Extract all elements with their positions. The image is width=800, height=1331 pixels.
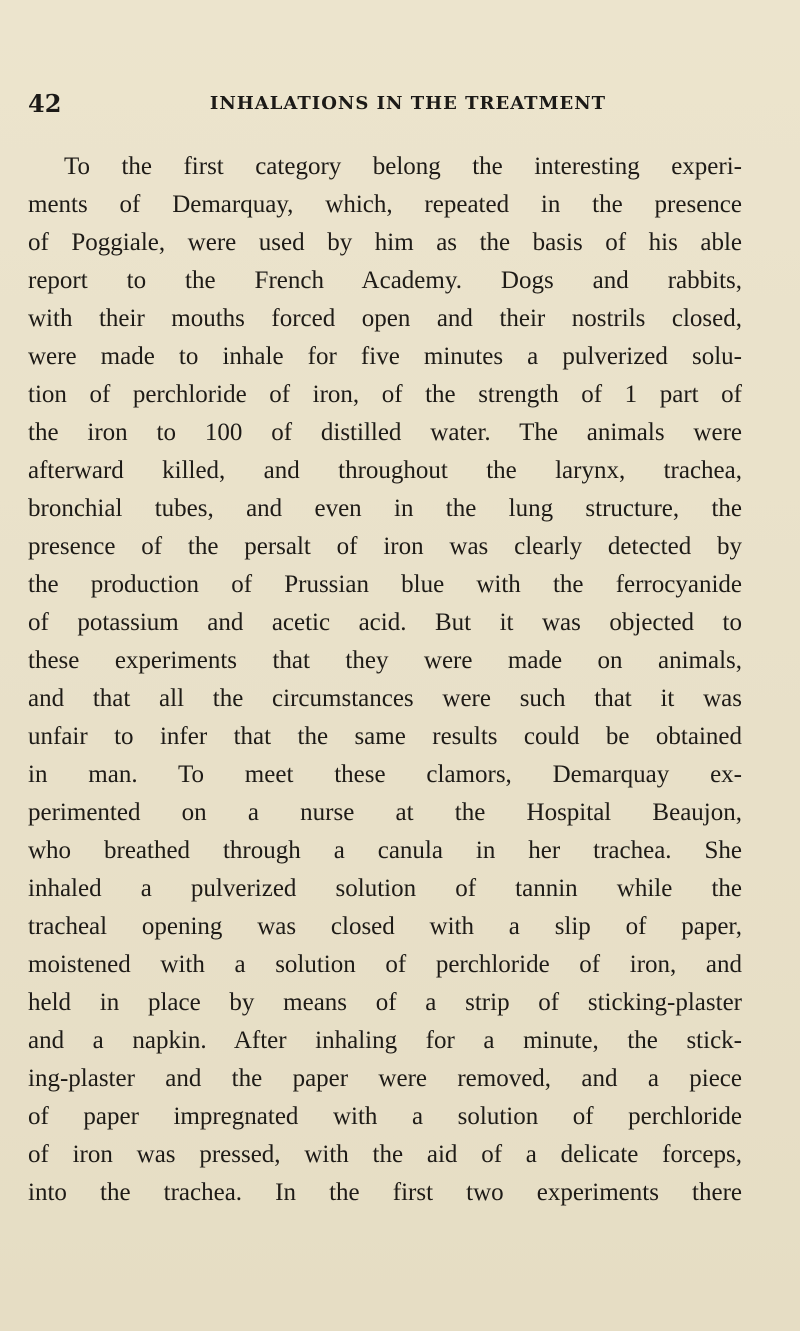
text-line: presence of the persalt of iron was clearly detected by <box>28 533 742 560</box>
text-line: and that all the circumstances were such that it was <box>28 685 742 712</box>
text-line: tracheal opening was closed with a slip of paper, <box>28 913 742 940</box>
text-line: of paper impregnated with a solution of perchloride <box>28 1103 742 1130</box>
text-line: perimented on a nurse at the Hospital Beaujon, <box>28 799 742 826</box>
text-line: report to the French Academy. Dogs and rabbits, <box>28 267 742 294</box>
text-line: the production of Prussian blue with the ferrocyanide <box>28 571 742 598</box>
text-line: inhaled a pulverized solution of tannin while the <box>28 875 742 902</box>
text-line: were made to inhale for five minutes a pulverized solu- <box>28 343 742 370</box>
text-line: of Poggiale, were used by him as the basis of his able <box>28 229 742 256</box>
text-line: ing-plaster and the paper were removed, and a piece <box>28 1065 742 1092</box>
text-line: with their mouths forced open and their nostrils closed, <box>28 305 742 332</box>
text-line: and a napkin. After inhaling for a minute, the stick- <box>28 1027 742 1054</box>
text-line: unfair to infer that the same results could be obtained <box>28 723 742 750</box>
text-line: bronchial tubes, and even in the lung structure, the <box>28 495 742 522</box>
text-line: To the first category belong the interesting experi- <box>64 153 742 180</box>
text-line: afterward killed, and throughout the larynx, trachea, <box>28 457 742 484</box>
text-line: who breathed through a canula in her trachea. She <box>28 837 742 864</box>
text-line: of iron was pressed, with the aid of a delicate forceps, <box>28 1141 742 1168</box>
text-line: the iron to 100 of distilled water. The animals were <box>28 419 742 446</box>
text-line: into the trachea. In the first two experiments there <box>28 1179 742 1206</box>
page-header <box>28 88 748 120</box>
text-line: ments of Demarquay, which, repeated in the presence <box>28 191 742 218</box>
page-number: 42 <box>28 89 62 118</box>
text-line: moistened with a solution of perchloride of iron, and <box>28 951 742 978</box>
running-head: INHALATIONS IN THE TREATMENT <box>209 93 607 114</box>
text-line: of potassium and acetic acid. But it was objected to <box>28 609 742 636</box>
text-line: these experiments that they were made on animals, <box>28 647 742 674</box>
text-line: in man. To meet these clamors, Demarquay ex- <box>28 761 742 788</box>
text-line: held in place by means of a strip of sticking-plaster <box>28 989 742 1016</box>
text-line: tion of perchloride of iron, of the strength of 1 part of <box>28 381 742 408</box>
body-text <box>28 148 742 1212</box>
